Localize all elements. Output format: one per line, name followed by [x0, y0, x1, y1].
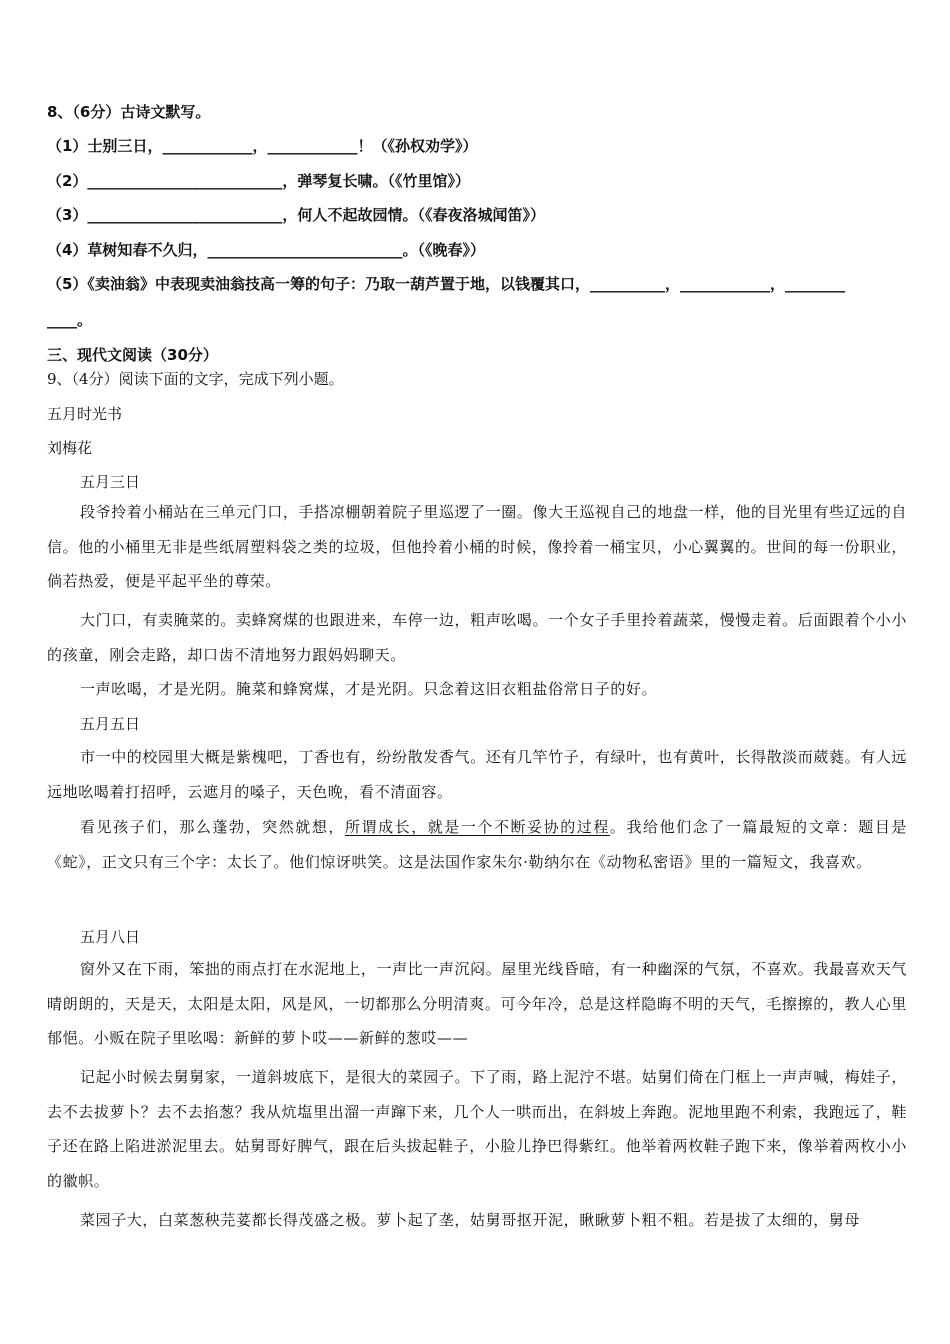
question-8-item-5-cont: ____。	[47, 311, 93, 329]
question-8-item-2: （2）__________________________，弹琴复长啸。（《竹里馆》）	[47, 172, 470, 190]
question-8-item-1: （1）士别三日，____________，____________！（《孙权劝学》）	[47, 137, 478, 155]
section-3-title: 三、现代文阅读（30分）	[47, 346, 218, 364]
question-8-item-4: （4）草树知春不久归，__________________________。（《晚春》）	[47, 241, 485, 259]
paragraph-4: 市一中的校园里大概是紫槐吧，丁香也有，纷纷散发香气。还有几竿竹子，有绿叶，也有黄叶，长得散淡而葳蕤。有人远远地吆喝着打招呼，云遮月的嗓子，天色晚，看不清面容。	[47, 748, 907, 801]
underlined-sentence: 所谓成长，就是一个不断妥协的过程	[344, 818, 610, 836]
article-title: 五月时光书	[47, 405, 123, 423]
question-9-intro: 9、（4分）阅读下面的文字，完成下列小题。	[47, 370, 344, 388]
paragraph-5	[47, 810, 907, 879]
date-heading-3: 五月八日	[80, 928, 141, 946]
date-heading-1: 五月三日	[80, 473, 141, 491]
paragraph-3: 一声吆喝，才是光阴。腌菜和蜂窝煤，才是光阴。只念着这旧衣粗盐俗常日子的好。	[80, 680, 658, 698]
paragraph-6: 窗外又在下雨，笨拙的雨点打在水泥地上，一声比一声沉闷。屋里光线昏暗，有一种幽深的气氛，不喜欢。我最喜欢天气晴朗朗的，天是天，太阳是太阳，风是风，一切都那么分明清爽。可今年冷，总是这样隐晦不明的天气，毛擦擦的，教人心里郁悒。小贩在院子里吆喝：新鲜的萝卜哎——新鲜的葱哎——	[47, 960, 907, 1047]
date-heading-2: 五月五日	[80, 715, 141, 733]
paragraph-1: 段爷拎着小桶站在三单元门口，手搭凉棚朝着院子里巡逻了一圈。像大王巡视自己的地盘一样，他的目光里有些辽远的自信。他的小桶里无非是些纸屑塑料袋之类的垃圾，但他拎着小桶的时候，像拎着一桶宝贝，小心翼翼的。世间的每一份职业，倘若热爱，便是平起平坐的尊荣。	[47, 503, 907, 590]
paragraph-5-start: 看见孩子们，那么蓬勃，突然就想，	[80, 818, 345, 836]
question-8-title: 8、（6分）古诗文默写。	[47, 103, 211, 121]
article-author: 刘梅花	[47, 439, 93, 457]
question-8-item-3: （3）__________________________，何人不起故园情。（《春夜洛城闻笛》）	[47, 206, 545, 224]
paragraph-5-end: 。我给他们念了一篇最短的文章：题目是《蛇》，正文只有三个字：太长了。他们惊讶哄笑。这是法国作家朱尔·勒纳尔在《动物私密语》里的一篇短文，我喜欢。	[47, 818, 908, 871]
paragraph-8: 菜园子大，白菜葱秧芫荽都长得茂盛之极。萝卜起了垄，姑舅哥抠开泥，瞅瞅萝卜粗不粗。若是拔了太细的，舅母	[80, 1211, 861, 1229]
paragraph-2: 大门口，有卖腌菜的。卖蜂窝煤的也跟进来，车停一边，粗声吆喝。一个女子手里拎着蔬菜，慢慢走着。后面跟着个小小的孩童，刚会走路，却口齿不清地努力跟妈妈聊天。	[47, 611, 907, 664]
paragraph-7: 记起小时候去舅舅家，一道斜坡底下，是很大的菜园子。下了雨，路上泥泞不堪。姑舅们倚在门框上一声声喊，梅娃子，去不去拔萝卜？去不去掐葱？我从炕塩里出溜一声蹿下来，几个人一哄而出，在斜坡上奔跑。泥地里跑不利索，我跑远了，鞋子还在路上陷进淤泥里去。姑舅哥好脾气，跟在后头拔起鞋子，小脸儿挣巴得紫红。他举着两枚鞋子跑下来，像举着两枚小小的徽帜。	[47, 1068, 907, 1190]
question-8-item-5: （5）《卖油翁》中表现卖油翁技高一筹的句子：乃取一葫芦置于地，以钱覆其口，__________，____________，________	[47, 275, 845, 293]
